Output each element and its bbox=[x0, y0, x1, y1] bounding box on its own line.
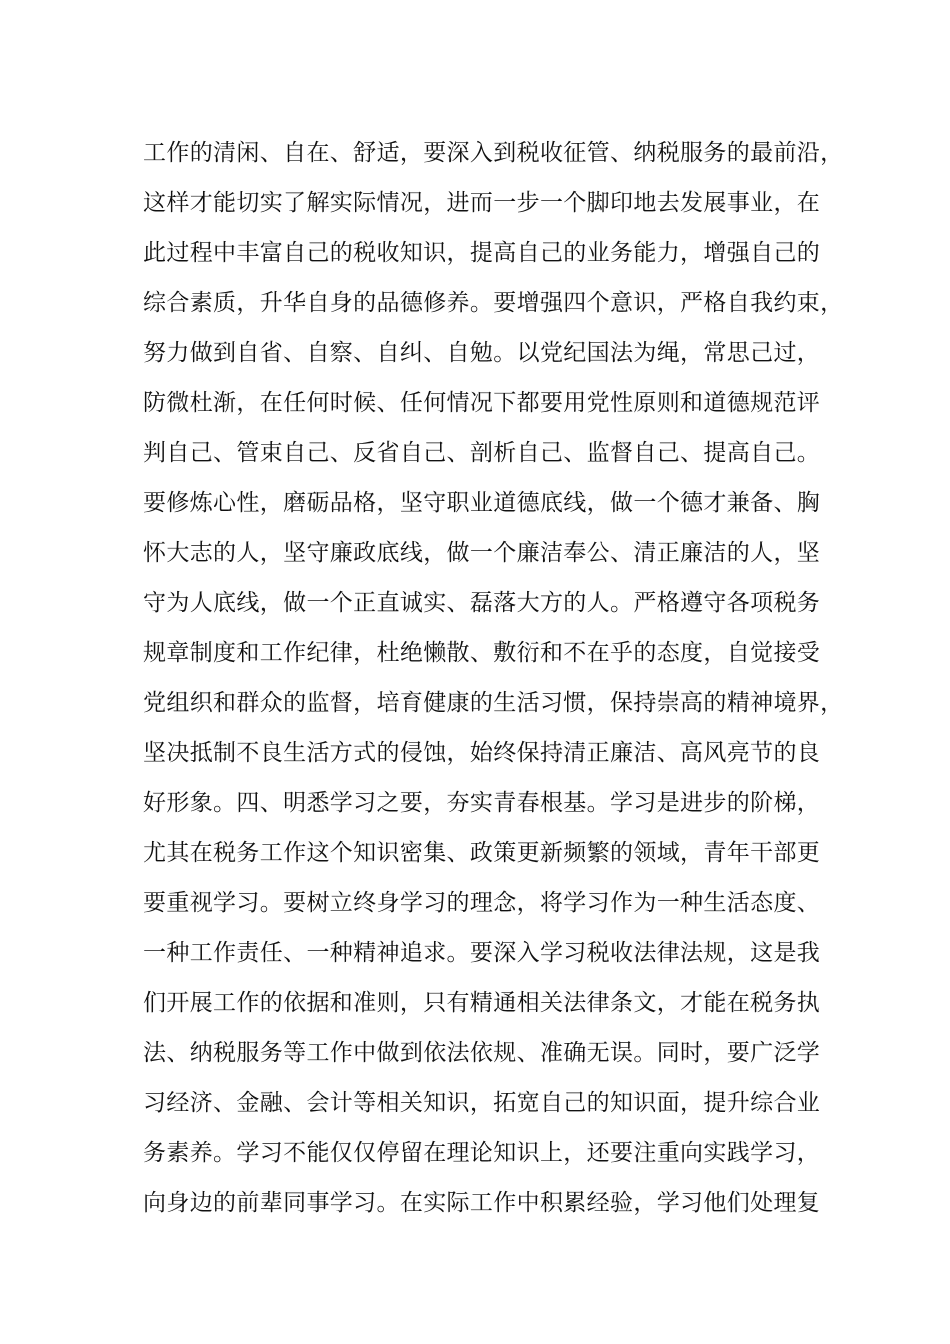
text-line: 坚决抵制不良生活方式的侵蚀，始终保持清正廉洁、高风亮节的良 bbox=[143, 740, 821, 766]
body-text bbox=[143, 128, 844, 1228]
text-line: 好形象。四、明悉学习之要，夯实青春根基。学习是进步的阶梯， bbox=[143, 790, 821, 816]
text-line: 要重视学习。要树立终身学习的理念，将学习作为一种生活态度、 bbox=[143, 890, 821, 916]
text-line: 这样才能切实了解实际情况，进而一步一个脚印地去发展事业，在 bbox=[143, 190, 821, 216]
text-line: 守为人底线，做一个正直诚实、磊落大方的人。严格遵守各项税务 bbox=[143, 590, 821, 616]
text-line: 怀大志的人，坚守廉政底线，做一个廉洁奉公、清正廉洁的人，坚 bbox=[143, 540, 821, 566]
text-line: 综合素质，升华自身的品德修养。要增强四个意识，严格自我约束， bbox=[143, 290, 844, 316]
text-line: 防微杜渐，在任何时候、任何情况下都要用党性原则和道德规范评 bbox=[143, 390, 821, 416]
text-line: 法、纳税服务等工作中做到依法依规、准确无误。同时，要广泛学 bbox=[143, 1040, 821, 1066]
text-line: 努力做到自省、自察、自纠、自勉。以党纪国法为绳，常思己过， bbox=[143, 340, 821, 366]
text-line: 要修炼心性，磨砺品格，坚守职业道德底线，做一个德才兼备、胸 bbox=[143, 490, 821, 516]
text-line: 此过程中丰富自己的税收知识，提高自己的业务能力，增强自己的 bbox=[143, 240, 821, 266]
text-line: 党组织和群众的监督，培育健康的生活习惯，保持崇高的精神境界， bbox=[143, 690, 844, 716]
text-line: 尤其在税务工作这个知识密集、政策更新频繁的领域，青年干部更 bbox=[143, 840, 821, 866]
text-line: 规章制度和工作纪律，杜绝懒散、敷衍和不在乎的态度，自觉接受 bbox=[143, 640, 821, 666]
text-line: 向身边的前辈同事学习。在实际工作中积累经验，学习他们处理复 bbox=[143, 1190, 821, 1216]
text-line: 一种工作责任、一种精神追求。要深入学习税收法律法规，这是我 bbox=[143, 940, 821, 966]
text-line: 判自己、管束自己、反省自己、剖析自己、监督自己、提高自己。 bbox=[143, 440, 821, 466]
text-line: 习经济、金融、会计等相关知识，拓宽自己的知识面，提升综合业 bbox=[143, 1090, 821, 1116]
text-line: 务素养。学习不能仅仅停留在理论知识上，还要注重向实践学习， bbox=[143, 1140, 821, 1166]
text-line: 们开展工作的依据和准则，只有精通相关法律条文，才能在税务执 bbox=[143, 990, 821, 1016]
text-line: 工作的清闲、自在、舒适，要深入到税收征管、纳税服务的最前沿， bbox=[143, 140, 844, 166]
